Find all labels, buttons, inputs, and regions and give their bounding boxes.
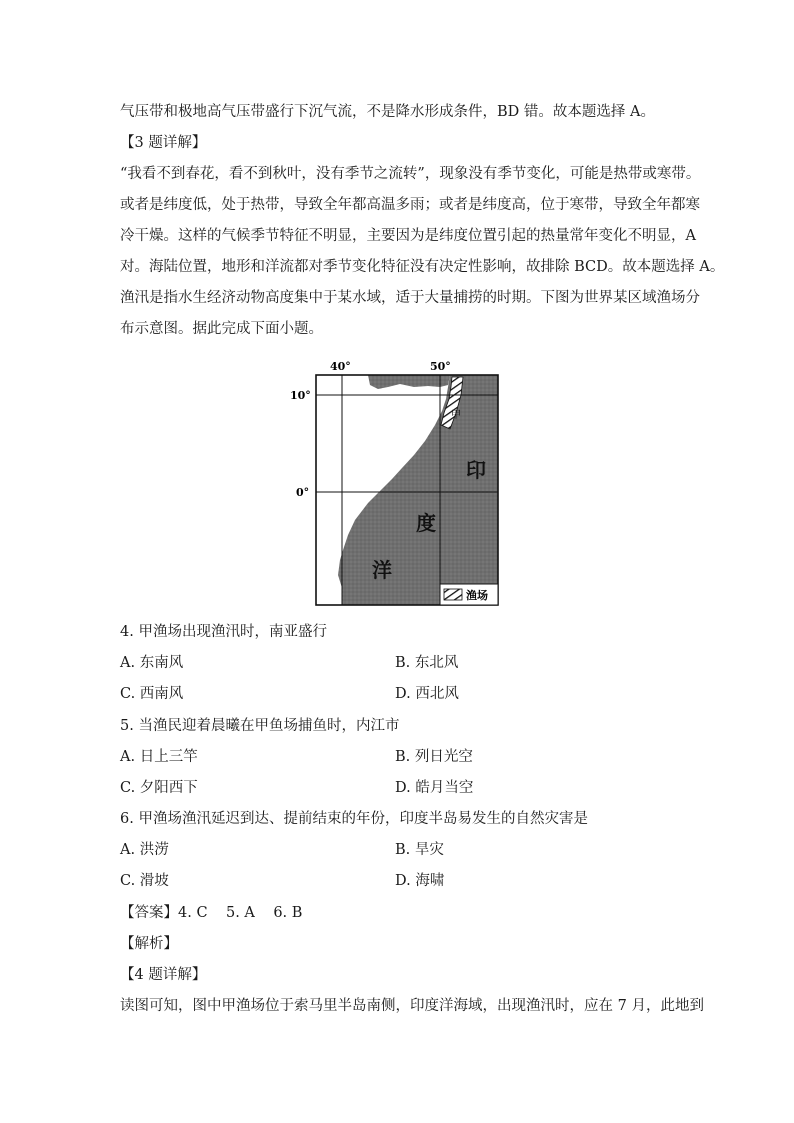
section-heading-q4: 【4 题详解】 [120,967,207,983]
question-5-option-c: C. 夕阳西下 [120,780,198,796]
question-4-stem: 4. 甲渔场出现渔汛时，南亚盛行 [120,624,327,640]
question-6-option-c: C. 滑坡 [120,873,169,889]
section-heading-q3: 【3 题详解】 [120,135,207,151]
lon-label-40: 40° [330,360,351,373]
answer-line: 【答案】4. C 5. A 6. B [120,905,303,921]
paragraph-line: 冷干燥。这样的气候季节特征不明显，主要因为是纬度位置引起的热量常年变化不明显，A [120,228,696,244]
question-6-stem: 6. 甲渔场渔汛延迟到达、提前结束的年份，印度半岛易发生的自然灾害是 [120,811,588,827]
paragraph-line: “我看不到春花，看不到秋叶，没有季节之流转”，现象没有季节变化，可能是热带或寒带。 [120,166,701,182]
paragraph-line: 对。海陆位置，地形和洋流都对季节变化特征没有决定性影响，故排除 BCD。故本题选择 A。 [120,259,725,275]
question-6-option-a: A. 洪涝 [120,842,169,858]
fishery-map [280,355,510,610]
ocean-label-yang: 洋 [372,558,392,582]
paragraph-line: 读图可知，图中甲渔场位于索马里半岛南侧，印度洋海域，出现渔汛时，应在 7 月，此地到 [120,998,704,1014]
analysis-heading: 【解析】 [120,936,178,952]
question-5-option-d: D. 皓月当空 [395,780,474,796]
fishery-mark-jia: 甲 [451,410,461,421]
paragraph-line: 渔汛是指水生经济动物高度集中于某水域，适于大量捕捞的时期。下图为世界某区域渔场分 [120,290,700,306]
paragraph-line: 或者是纬度低，处于热带，导致全年都高温多雨；或者是纬度高，位于寒带，导致全年都寒 [120,197,700,213]
paragraph-line: 布示意图。据此完成下面小题。 [120,321,323,337]
lat-label-10: 10° [290,389,311,402]
map-legend [440,584,498,605]
question-5-option-b: B. 列日光空 [395,749,473,765]
ocean-label-du: 度 [416,511,436,535]
question-4-option-a: A. 东南风 [120,655,184,671]
question-4-option-d: D. 西北风 [395,686,459,702]
question-5-stem: 5. 当渔民迎着晨曦在甲鱼场捕鱼时，内江市 [120,718,400,734]
question-6-option-d: D. 海啸 [395,873,445,889]
paragraph-line: 气压带和极地高气压带盛行下沉气流，不是降水形成条件，BD 错。故本题选择 A。 [120,104,655,120]
lat-label-0: 0° [296,486,310,499]
question-4-option-c: C. 西南风 [120,686,184,702]
lon-label-50: 50° [430,360,451,373]
fishery-map-figure [280,355,510,610]
legend-label: 渔场 [466,589,488,602]
ocean-label-yin: 印 [466,458,486,482]
question-4-option-b: B. 东北风 [395,655,459,671]
question-5-option-a: A. 日上三竿 [120,749,198,765]
question-6-option-b: B. 旱灾 [395,842,444,858]
legend-swatch [444,589,462,600]
